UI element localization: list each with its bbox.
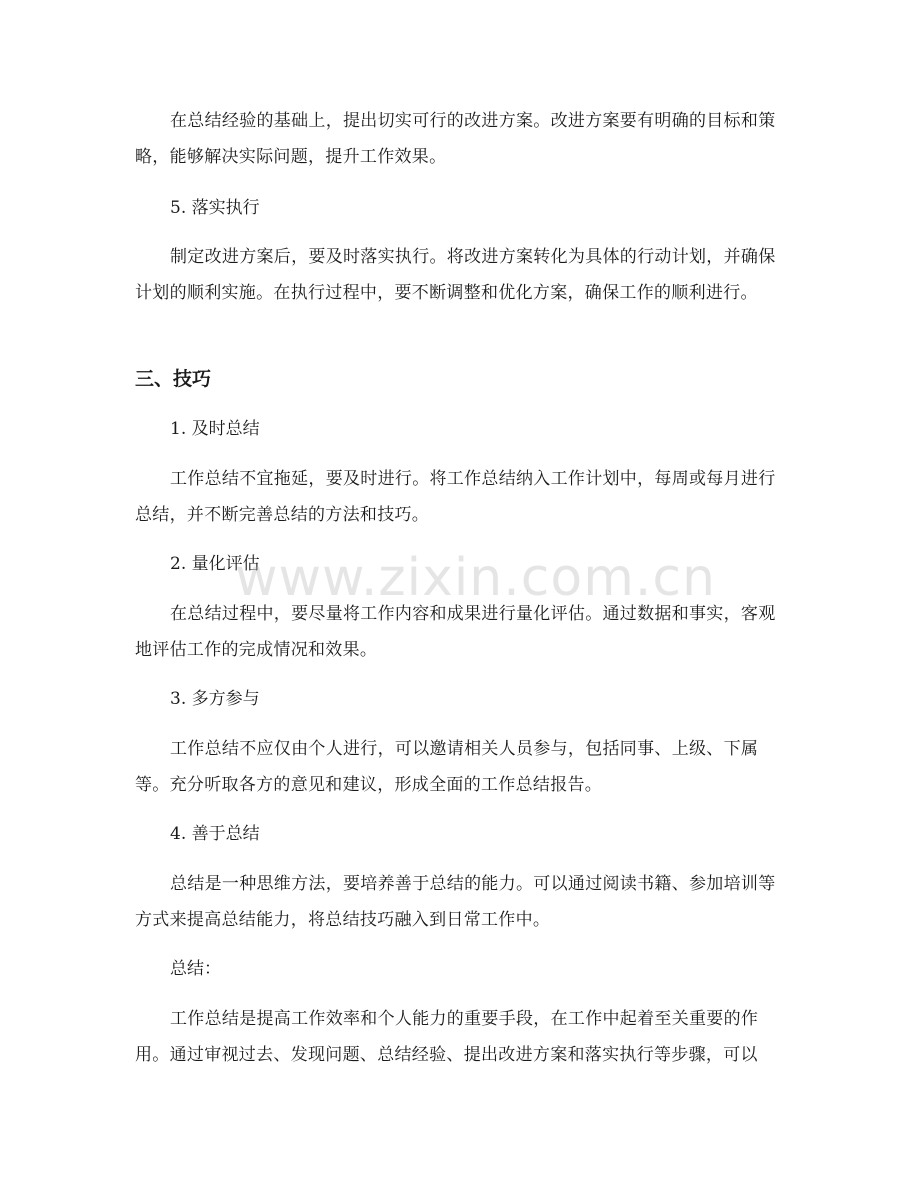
item-heading-participation: 3. 多方参与	[170, 689, 260, 709]
paragraph-improvement-plan: 在总结经验的基础上，提出切实可行的改进方案。改进方案要有明确的目标和策略，能够解决实际问题，提升工作效果。	[135, 111, 776, 167]
item-heading-quantify: 2. 量化评估	[170, 554, 260, 574]
summary-label: 总结：	[170, 959, 221, 979]
watermark: www.zixin.com.cn	[235, 548, 716, 608]
paragraph-execute: 制定改进方案后，要及时落实执行。将改进方案转化为具体的行动计划，并确保计划的顺利实施。在执行过程中，要不断调整和优化方案，确保工作的顺利进行。	[135, 247, 776, 303]
paragraph-quantify: 在总结过程中，要尽量将工作内容和成果进行量化评估。通过数据和事实，客观地评估工作的完成情况和效果。	[135, 604, 776, 660]
paragraph-participation: 工作总结不应仅由个人进行，可以邀请相关人员参与，包括同事、上级、下属等。充分听取各方的意见和建议，形成全面的工作总结报告。	[135, 739, 759, 795]
item-heading-good-at-summary: 4. 善于总结	[170, 824, 260, 844]
paragraph-good-at-summary: 总结是一种思维方法，要培养善于总结的能力。可以通过阅读书籍、参加培训等方式来提高总结能力，将总结技巧融入到日常工作中。	[135, 874, 776, 930]
item-heading-execute: 5. 落实执行	[170, 198, 260, 218]
paragraph-summary: 工作总结是提高工作效率和个人能力的重要手段，在工作中起着至关重要的作用。通过审视过去、发现问题、总结经验、提出改进方案和落实执行等步骤，可以	[135, 1009, 759, 1065]
paragraph-timely: 工作总结不宜拖延，要及时进行。将工作总结纳入工作计划中，每周或每月进行总结，并不断完善总结的方法和技巧。	[135, 469, 776, 525]
section-heading-tips: 三、技巧	[135, 368, 212, 390]
item-heading-timely: 1. 及时总结	[170, 419, 260, 439]
